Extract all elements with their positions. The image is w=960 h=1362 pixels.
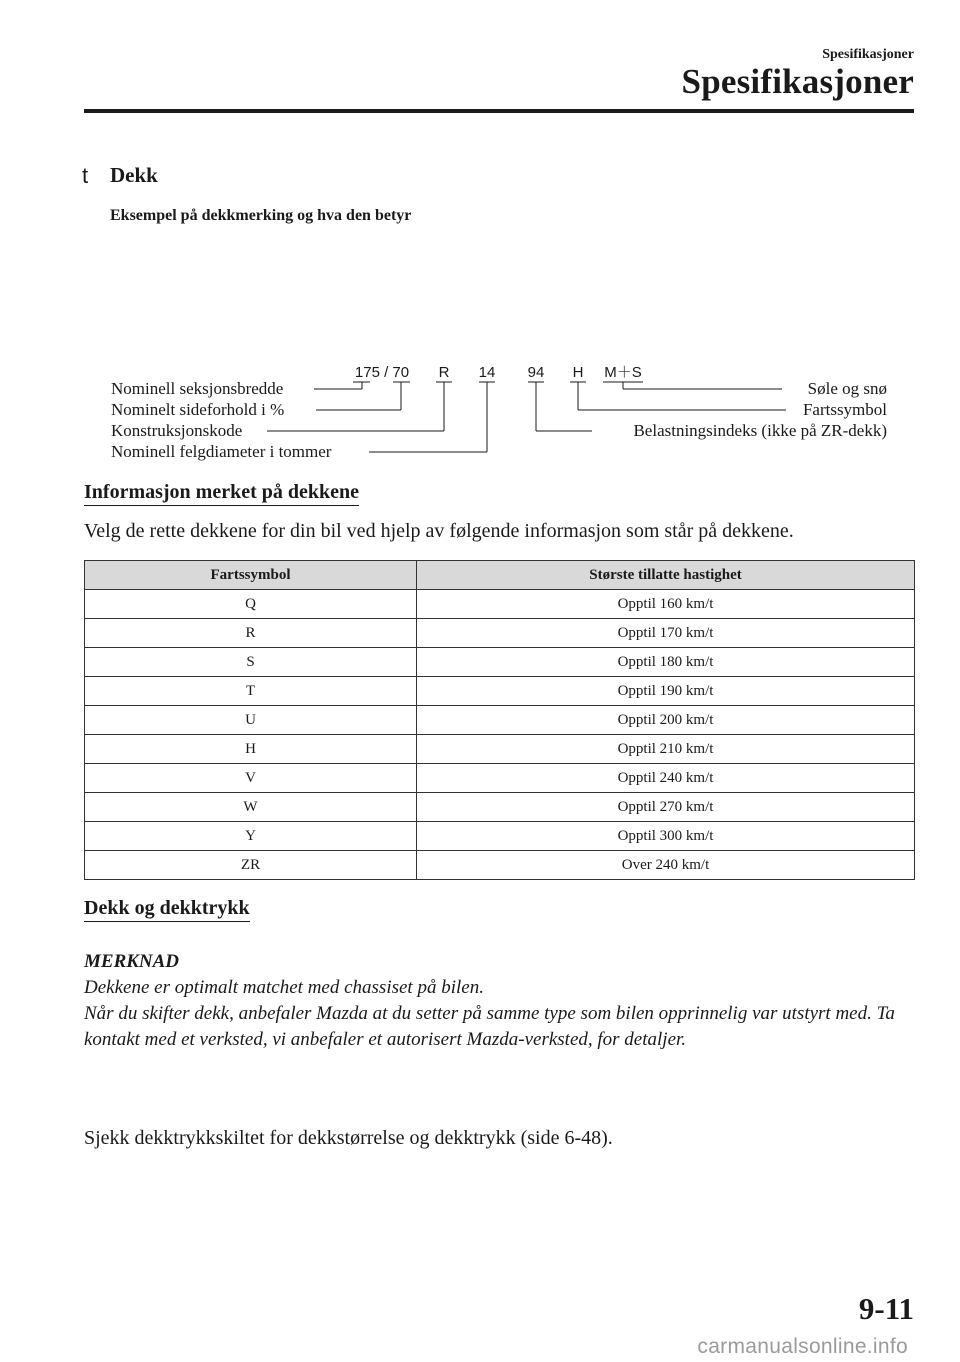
note-block	[84, 949, 924, 1053]
section-title: Dekk	[110, 163, 158, 187]
speed-symbol-cell: V	[85, 764, 417, 793]
note-line: Dekkene er optimalt matchet med chassiset på bilen.	[84, 977, 484, 998]
code-load-index: 94	[527, 364, 545, 381]
speed-symbol-cell: W	[85, 793, 417, 822]
speed-symbol-cell: Q	[85, 590, 417, 619]
chapter-header-small: Spesifikasjoner	[822, 47, 914, 62]
table-row	[85, 764, 915, 793]
label-rim-diameter: Nominell felgdiameter i tommer	[111, 442, 332, 461]
code-mud-snow: M＋S	[604, 364, 642, 381]
label-load-index: Belastningsindeks (ikke på ZR-dekk)	[633, 421, 887, 440]
table-row	[85, 822, 915, 851]
table-row	[85, 793, 915, 822]
table-header-row	[85, 561, 915, 590]
label-mud-snow: Søle og snø	[807, 379, 887, 398]
info-intro: Velg de rette dekkene for din bil ved hjelp av følgende informasjon som står på dekkene.	[84, 520, 794, 542]
tire-marking-diagram	[0, 350, 960, 470]
note-line: Når du skifter dekk, anbefaler Mazda at du setter på samme type som bilen opprinnelig var utstyrt med. Ta kontakt med et verksted, vi anbefaler et autorisert Mazda-verksted, for detaljer.	[84, 1003, 895, 1050]
speed-symbol-cell: ZR	[85, 851, 417, 880]
page-number: 9-11	[858, 1291, 914, 1326]
speed-symbol-cell: Y	[85, 822, 417, 851]
table-row	[85, 648, 915, 677]
max-speed-cell: Over 240 km/t	[417, 851, 915, 880]
max-speed-cell: Opptil 170 km/t	[417, 619, 915, 648]
max-speed-cell: Opptil 190 km/t	[417, 677, 915, 706]
max-speed-cell: Opptil 300 km/t	[417, 822, 915, 851]
chapter-header-title: Spesifikasjoner	[681, 62, 914, 101]
column-header-speed-symbol: Fartssymbol	[85, 561, 417, 590]
info-heading: Informasjon merket på dekkene	[84, 481, 359, 506]
code-construction: R	[438, 364, 450, 381]
table-row	[85, 590, 915, 619]
table-row	[85, 706, 915, 735]
code-size: 175 / 70	[354, 364, 410, 381]
table-row	[85, 735, 915, 764]
tires-pressure-heading: Dekk og dekktrykk	[84, 897, 250, 922]
label-construction: Konstruksjonskode	[111, 421, 243, 440]
code-rim-diameter: 14	[478, 364, 496, 381]
section-subtitle: Eksempel på dekkmerking og hva den betyr	[110, 207, 412, 224]
speed-symbol-cell: S	[85, 648, 417, 677]
speed-symbol-cell: H	[85, 735, 417, 764]
header-rule	[84, 109, 914, 113]
max-speed-cell: Opptil 210 km/t	[417, 735, 915, 764]
watermark: carmanualsonline.info	[697, 1335, 908, 1358]
max-speed-cell: Opptil 180 km/t	[417, 648, 915, 677]
table-row	[85, 851, 915, 880]
table-row	[85, 619, 915, 648]
code-speed-symbol: H	[572, 364, 584, 381]
label-aspect-ratio: Nominelt sideforhold i %	[111, 400, 285, 419]
max-speed-cell: Opptil 270 km/t	[417, 793, 915, 822]
max-speed-cell: Opptil 160 km/t	[417, 590, 915, 619]
label-section-width: Nominell seksjonsbredde	[111, 379, 284, 398]
label-speed-symbol: Fartssymbol	[802, 400, 887, 419]
max-speed-cell: Opptil 240 km/t	[417, 764, 915, 793]
section-bullet: t	[82, 163, 89, 188]
column-header-max-speed: Største tillatte hastighet	[417, 561, 915, 590]
max-speed-cell: Opptil 200 km/t	[417, 706, 915, 735]
speed-symbol-table	[84, 560, 915, 880]
speed-symbol-cell: R	[85, 619, 417, 648]
note-title: MERKNAD	[84, 951, 180, 972]
speed-symbol-cell: T	[85, 677, 417, 706]
speed-symbol-cell: U	[85, 706, 417, 735]
table-row	[85, 677, 915, 706]
check-pressure-text: Sjekk dekktrykkskiltet for dekkstørrelse og dekktrykk (side 6-48).	[84, 1127, 613, 1149]
